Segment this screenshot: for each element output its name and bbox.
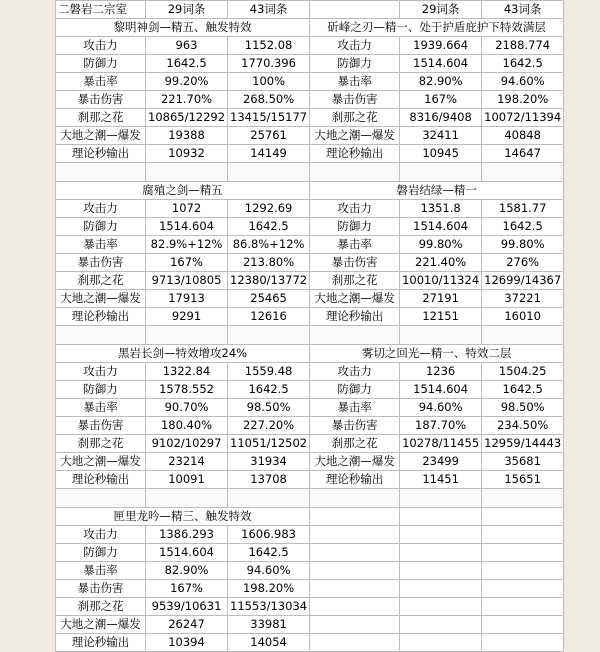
stat-label[interactable]: 攻击力 bbox=[310, 363, 400, 381]
stat-label[interactable]: 大地之潮—爆发 bbox=[56, 127, 146, 145]
stat-value-43[interactable]: 14149 bbox=[228, 145, 310, 163]
empty-cell[interactable] bbox=[56, 326, 146, 345]
stat-row bbox=[56, 109, 564, 127]
stat-value-29[interactable]: 94.60% bbox=[400, 399, 482, 417]
stat-label[interactable]: 理论秒输出 bbox=[310, 308, 400, 326]
weapon-title[interactable]: 匣里龙吟—精三、触发特效 bbox=[56, 508, 310, 526]
stat-value-43[interactable]: 99.80% bbox=[482, 236, 564, 254]
stat-value-43[interactable]: 10072/11394 bbox=[482, 109, 564, 127]
empty-cell[interactable] bbox=[400, 526, 482, 544]
stat-value-29[interactable]: 187.70% bbox=[400, 417, 482, 435]
weapon-title-row bbox=[56, 508, 564, 526]
empty-cell[interactable] bbox=[400, 163, 482, 182]
stat-value-29[interactable]: 167% bbox=[400, 91, 482, 109]
weapon-title[interactable]: 腐殖之剑—精五 bbox=[56, 182, 310, 200]
stat-value-29[interactable]: 1322.84 bbox=[146, 363, 228, 381]
spacer-row bbox=[56, 163, 564, 182]
stat-label[interactable]: 刹那之花 bbox=[310, 435, 400, 453]
stat-label[interactable]: 暴击伤害 bbox=[310, 254, 400, 272]
stat-value-43[interactable]: 213.80% bbox=[228, 254, 310, 272]
stat-value-29[interactable]: 99.20% bbox=[146, 73, 228, 91]
stat-row bbox=[56, 363, 564, 381]
stat-label[interactable]: 刹那之花 bbox=[56, 435, 146, 453]
stat-row bbox=[56, 381, 564, 399]
stat-row bbox=[56, 453, 564, 471]
stat-value-43[interactable]: 35681 bbox=[482, 453, 564, 471]
stat-value-43[interactable]: 1642.5 bbox=[482, 55, 564, 73]
empty-cell[interactable] bbox=[400, 598, 482, 616]
stat-value-43[interactable]: 25761 bbox=[228, 127, 310, 145]
stat-value-43[interactable]: 37221 bbox=[482, 290, 564, 308]
stat-value-43[interactable]: 86.8%+12% bbox=[228, 236, 310, 254]
stat-value-29[interactable]: 9539/10631 bbox=[146, 598, 228, 616]
stat-value-29[interactable]: 9102/10297 bbox=[146, 435, 228, 453]
stat-row bbox=[56, 37, 564, 55]
stat-value-29[interactable]: 9713/10805 bbox=[146, 272, 228, 290]
stat-value-29[interactable]: 10394 bbox=[146, 634, 228, 652]
stat-label[interactable]: 攻击力 bbox=[310, 37, 400, 55]
stat-row bbox=[56, 127, 564, 145]
stat-label[interactable]: 攻击力 bbox=[56, 200, 146, 218]
stat-value-29[interactable]: 1072 bbox=[146, 200, 228, 218]
stat-label[interactable]: 暴击率 bbox=[310, 73, 400, 91]
stat-label[interactable]: 防御力 bbox=[310, 55, 400, 73]
stat-label[interactable]: 暴击伤害 bbox=[310, 91, 400, 109]
stat-value-43[interactable]: 1642.5 bbox=[228, 381, 310, 399]
stat-value-29[interactable]: 1514.604 bbox=[146, 544, 228, 562]
stat-value-43[interactable]: 15651 bbox=[482, 471, 564, 489]
stat-value-29[interactable]: 10010/11324 bbox=[400, 272, 482, 290]
sheet-name-cell[interactable]: 二磐岩二宗室 bbox=[56, 1, 146, 19]
stat-value-29[interactable]: 82.90% bbox=[400, 73, 482, 91]
stat-value-43[interactable]: 1642.5 bbox=[228, 218, 310, 236]
stat-value-43[interactable]: 1770.396 bbox=[228, 55, 310, 73]
empty-cell[interactable] bbox=[400, 544, 482, 562]
stat-value-43[interactable]: 16010 bbox=[482, 308, 564, 326]
stat-row bbox=[56, 598, 564, 616]
empty-cell[interactable] bbox=[228, 163, 310, 182]
stat-row bbox=[56, 634, 564, 652]
stat-value-29[interactable]: 221.70% bbox=[146, 91, 228, 109]
stat-value-43[interactable]: 94.60% bbox=[228, 562, 310, 580]
weapon-title[interactable]: 黎明神剑—精五、触发特效 bbox=[56, 19, 310, 37]
stat-value-29[interactable]: 17913 bbox=[146, 290, 228, 308]
weapon-title-row bbox=[56, 345, 564, 363]
stat-value-29[interactable]: 167% bbox=[146, 254, 228, 272]
stat-value-29[interactable]: 32411 bbox=[400, 127, 482, 145]
empty-cell[interactable] bbox=[56, 163, 146, 182]
stat-label[interactable]: 防御力 bbox=[56, 381, 146, 399]
empty-cell[interactable] bbox=[482, 634, 564, 652]
stat-label[interactable]: 暴击伤害 bbox=[56, 580, 146, 598]
empty-cell[interactable] bbox=[310, 508, 400, 526]
empty-cell[interactable] bbox=[310, 544, 400, 562]
stat-value-29[interactable]: 82.90% bbox=[146, 562, 228, 580]
stat-value-43[interactable]: 33981 bbox=[228, 616, 310, 634]
empty-cell[interactable] bbox=[310, 598, 400, 616]
stat-value-29[interactable]: 1514.604 bbox=[400, 218, 482, 236]
empty-cell[interactable] bbox=[482, 489, 564, 508]
stat-value-29[interactable]: 8316/9408 bbox=[400, 109, 482, 127]
weapon-title-row bbox=[56, 19, 564, 37]
stat-row bbox=[56, 562, 564, 580]
stat-value-29[interactable]: 12151 bbox=[400, 308, 482, 326]
stat-value-43[interactable]: 1581.77 bbox=[482, 200, 564, 218]
stat-value-29[interactable]: 1236 bbox=[400, 363, 482, 381]
stat-value-43[interactable]: 98.50% bbox=[228, 399, 310, 417]
stat-label[interactable]: 刹那之花 bbox=[56, 109, 146, 127]
stat-label[interactable]: 理论秒输出 bbox=[56, 308, 146, 326]
empty-cell[interactable] bbox=[228, 326, 310, 345]
stat-row bbox=[56, 580, 564, 598]
stat-label[interactable]: 刹那之花 bbox=[56, 598, 146, 616]
empty-cell[interactable] bbox=[400, 508, 482, 526]
stat-value-29[interactable]: 1514.604 bbox=[400, 381, 482, 399]
stat-row bbox=[56, 218, 564, 236]
stat-label[interactable]: 攻击力 bbox=[310, 200, 400, 218]
stat-label[interactable]: 暴击伤害 bbox=[310, 417, 400, 435]
stat-row bbox=[56, 417, 564, 435]
empty-cell[interactable] bbox=[146, 326, 228, 345]
stat-label[interactable]: 理论秒输出 bbox=[310, 471, 400, 489]
stat-value-29[interactable]: 180.40% bbox=[146, 417, 228, 435]
stat-value-29[interactable]: 963 bbox=[146, 37, 228, 55]
empty-cell[interactable] bbox=[56, 489, 146, 508]
stat-value-43[interactable]: 14647 bbox=[482, 145, 564, 163]
stat-value-29[interactable]: 10278/11455 bbox=[400, 435, 482, 453]
stat-row bbox=[56, 91, 564, 109]
stat-row bbox=[56, 399, 564, 417]
stat-value-43[interactable]: 1504.25 bbox=[482, 363, 564, 381]
stat-row bbox=[56, 544, 564, 562]
stat-label[interactable]: 大地之潮—爆发 bbox=[310, 453, 400, 471]
empty-cell[interactable] bbox=[228, 489, 310, 508]
stat-label[interactable]: 刹那之花 bbox=[310, 109, 400, 127]
stat-value-43[interactable]: 1642.5 bbox=[482, 218, 564, 236]
stat-value-43[interactable]: 1152.08 bbox=[228, 37, 310, 55]
empty-cell[interactable] bbox=[400, 562, 482, 580]
stat-value-29[interactable]: 26247 bbox=[146, 616, 228, 634]
stat-label[interactable]: 暴击率 bbox=[310, 399, 400, 417]
stat-value-43[interactable]: 11553/13034 bbox=[228, 598, 310, 616]
weapon-title[interactable]: 雾切之回光—精一、特效二层 bbox=[310, 345, 564, 363]
weapon-title[interactable]: 斫峰之刃—精一、处于护盾庇护下特效满层 bbox=[310, 19, 564, 37]
stat-value-43[interactable]: 276% bbox=[482, 254, 564, 272]
stat-value-29[interactable]: 10865/12292 bbox=[146, 109, 228, 127]
stat-label[interactable]: 暴击率 bbox=[56, 562, 146, 580]
stat-row bbox=[56, 73, 564, 91]
stat-label[interactable]: 大地之潮—爆发 bbox=[56, 290, 146, 308]
stat-label[interactable]: 理论秒输出 bbox=[56, 471, 146, 489]
empty-cell[interactable] bbox=[310, 326, 400, 345]
stat-label[interactable]: 大地之潮—爆发 bbox=[310, 127, 400, 145]
stat-value-43[interactable]: 25465 bbox=[228, 290, 310, 308]
stat-value-43[interactable]: 2188.774 bbox=[482, 37, 564, 55]
stat-label[interactable]: 攻击力 bbox=[56, 526, 146, 544]
stat-label[interactable]: 防御力 bbox=[56, 218, 146, 236]
header-row bbox=[56, 1, 564, 19]
empty-cell[interactable] bbox=[310, 1, 400, 19]
stat-row bbox=[56, 471, 564, 489]
stat-label[interactable]: 防御力 bbox=[310, 381, 400, 399]
empty-cell[interactable] bbox=[146, 163, 228, 182]
stat-value-29[interactable]: 1514.604 bbox=[146, 218, 228, 236]
stat-value-29[interactable]: 1351.8 bbox=[400, 200, 482, 218]
stat-value-43[interactable]: 234.50% bbox=[482, 417, 564, 435]
stat-label[interactable]: 攻击力 bbox=[56, 363, 146, 381]
stat-value-29[interactable]: 90.70% bbox=[146, 399, 228, 417]
weapon-title[interactable]: 黑岩长剑—特效增攻24% bbox=[56, 345, 310, 363]
stat-value-29[interactable]: 1514.604 bbox=[400, 55, 482, 73]
stat-value-29[interactable]: 27191 bbox=[400, 290, 482, 308]
stat-value-43[interactable]: 12380/13772 bbox=[228, 272, 310, 290]
empty-cell[interactable] bbox=[482, 326, 564, 345]
stat-value-43[interactable]: 100% bbox=[228, 73, 310, 91]
col-29-header[interactable]: 29词条 bbox=[146, 1, 228, 19]
stat-value-43[interactable]: 12616 bbox=[228, 308, 310, 326]
empty-cell[interactable] bbox=[146, 489, 228, 508]
stat-value-29[interactable]: 23214 bbox=[146, 453, 228, 471]
empty-cell[interactable] bbox=[482, 598, 564, 616]
stat-label[interactable]: 暴击率 bbox=[56, 236, 146, 254]
stat-value-29[interactable]: 10091 bbox=[146, 471, 228, 489]
stat-row bbox=[56, 308, 564, 326]
stat-row bbox=[56, 145, 564, 163]
spacer-row bbox=[56, 489, 564, 508]
empty-cell[interactable] bbox=[482, 580, 564, 598]
empty-cell[interactable] bbox=[400, 634, 482, 652]
stat-value-29[interactable]: 9291 bbox=[146, 308, 228, 326]
stat-value-43[interactable]: 40848 bbox=[482, 127, 564, 145]
stat-value-43[interactable]: 198.20% bbox=[482, 91, 564, 109]
stat-value-43[interactable]: 1642.5 bbox=[228, 544, 310, 562]
stat-label[interactable]: 防御力 bbox=[310, 218, 400, 236]
stat-value-43[interactable]: 1292.69 bbox=[228, 200, 310, 218]
stat-value-43[interactable]: 94.60% bbox=[482, 73, 564, 91]
stat-value-43[interactable]: 31934 bbox=[228, 453, 310, 471]
weapon-title-row bbox=[56, 182, 564, 200]
stat-label[interactable]: 攻击力 bbox=[56, 37, 146, 55]
empty-cell[interactable] bbox=[310, 634, 400, 652]
stat-value-29[interactable]: 23499 bbox=[400, 453, 482, 471]
stat-label[interactable]: 理论秒输出 bbox=[56, 145, 146, 163]
stat-value-43[interactable]: 12699/14367 bbox=[482, 272, 564, 290]
empty-cell[interactable] bbox=[400, 489, 482, 508]
stat-label[interactable]: 防御力 bbox=[56, 55, 146, 73]
stat-label[interactable]: 刹那之花 bbox=[56, 272, 146, 290]
stat-value-29[interactable]: 1578.552 bbox=[146, 381, 228, 399]
stat-row bbox=[56, 272, 564, 290]
stat-value-29[interactable]: 10945 bbox=[400, 145, 482, 163]
stat-value-43[interactable]: 198.20% bbox=[228, 580, 310, 598]
empty-cell[interactable] bbox=[400, 580, 482, 598]
stat-label[interactable]: 暴击伤害 bbox=[56, 254, 146, 272]
stat-value-29[interactable]: 99.80% bbox=[400, 236, 482, 254]
stat-label[interactable]: 刹那之花 bbox=[310, 272, 400, 290]
stat-value-29[interactable]: 167% bbox=[146, 580, 228, 598]
stat-label[interactable]: 理论秒输出 bbox=[56, 634, 146, 652]
stat-label[interactable]: 暴击伤害 bbox=[56, 91, 146, 109]
col-29-header[interactable]: 29词条 bbox=[400, 1, 482, 19]
empty-cell[interactable] bbox=[482, 163, 564, 182]
stat-value-43[interactable]: 11051/12502 bbox=[228, 435, 310, 453]
weapon-comparison-sheet bbox=[55, 0, 564, 652]
empty-cell[interactable] bbox=[310, 562, 400, 580]
stat-value-43[interactable]: 1642.5 bbox=[482, 381, 564, 399]
empty-cell[interactable] bbox=[482, 508, 564, 526]
spacer-row bbox=[56, 326, 564, 345]
stat-label[interactable]: 暴击率 bbox=[310, 236, 400, 254]
stat-value-43[interactable]: 1559.48 bbox=[228, 363, 310, 381]
stat-value-43[interactable]: 268.50% bbox=[228, 91, 310, 109]
stat-row bbox=[56, 254, 564, 272]
stat-value-43[interactable]: 1606.983 bbox=[228, 526, 310, 544]
stat-value-43[interactable]: 227.20% bbox=[228, 417, 310, 435]
empty-cell[interactable] bbox=[310, 526, 400, 544]
stat-row bbox=[56, 55, 564, 73]
stat-value-43[interactable]: 98.50% bbox=[482, 399, 564, 417]
stat-label[interactable]: 暴击率 bbox=[56, 73, 146, 91]
stat-value-43[interactable]: 14054 bbox=[228, 634, 310, 652]
weapon-title[interactable]: 磐岩结绿—精一 bbox=[310, 182, 564, 200]
stat-value-29[interactable]: 10932 bbox=[146, 145, 228, 163]
stat-value-43[interactable]: 13415/15177 bbox=[228, 109, 310, 127]
empty-cell[interactable] bbox=[482, 544, 564, 562]
stat-label[interactable]: 大地之潮—爆发 bbox=[310, 290, 400, 308]
empty-cell[interactable] bbox=[310, 580, 400, 598]
stat-label[interactable]: 暴击率 bbox=[56, 399, 146, 417]
stat-value-29[interactable]: 1386.293 bbox=[146, 526, 228, 544]
col-43-header[interactable]: 43词条 bbox=[482, 1, 564, 19]
stat-label[interactable]: 大地之潮—爆发 bbox=[56, 616, 146, 634]
stat-value-43[interactable]: 13708 bbox=[228, 471, 310, 489]
stat-row bbox=[56, 290, 564, 308]
empty-cell[interactable] bbox=[310, 489, 400, 508]
stat-value-43[interactable]: 12959/14443 bbox=[482, 435, 564, 453]
stat-label[interactable]: 大地之潮—爆发 bbox=[56, 453, 146, 471]
stat-row bbox=[56, 200, 564, 218]
stat-row bbox=[56, 435, 564, 453]
empty-cell[interactable] bbox=[310, 163, 400, 182]
stat-label[interactable]: 理论秒输出 bbox=[310, 145, 400, 163]
empty-cell[interactable] bbox=[400, 326, 482, 345]
stat-label[interactable]: 暴击伤害 bbox=[56, 417, 146, 435]
stat-label[interactable]: 防御力 bbox=[56, 544, 146, 562]
stat-value-29[interactable]: 1939.664 bbox=[400, 37, 482, 55]
stat-value-29[interactable]: 221.40% bbox=[400, 254, 482, 272]
stat-value-29[interactable]: 19388 bbox=[146, 127, 228, 145]
col-43-header[interactable]: 43词条 bbox=[228, 1, 310, 19]
stat-value-29[interactable]: 11451 bbox=[400, 471, 482, 489]
stat-value-29[interactable]: 1642.5 bbox=[146, 55, 228, 73]
empty-cell[interactable] bbox=[482, 562, 564, 580]
stat-row bbox=[56, 236, 564, 254]
stat-value-29[interactable]: 82.9%+12% bbox=[146, 236, 228, 254]
stat-row bbox=[56, 526, 564, 544]
empty-cell[interactable] bbox=[482, 526, 564, 544]
